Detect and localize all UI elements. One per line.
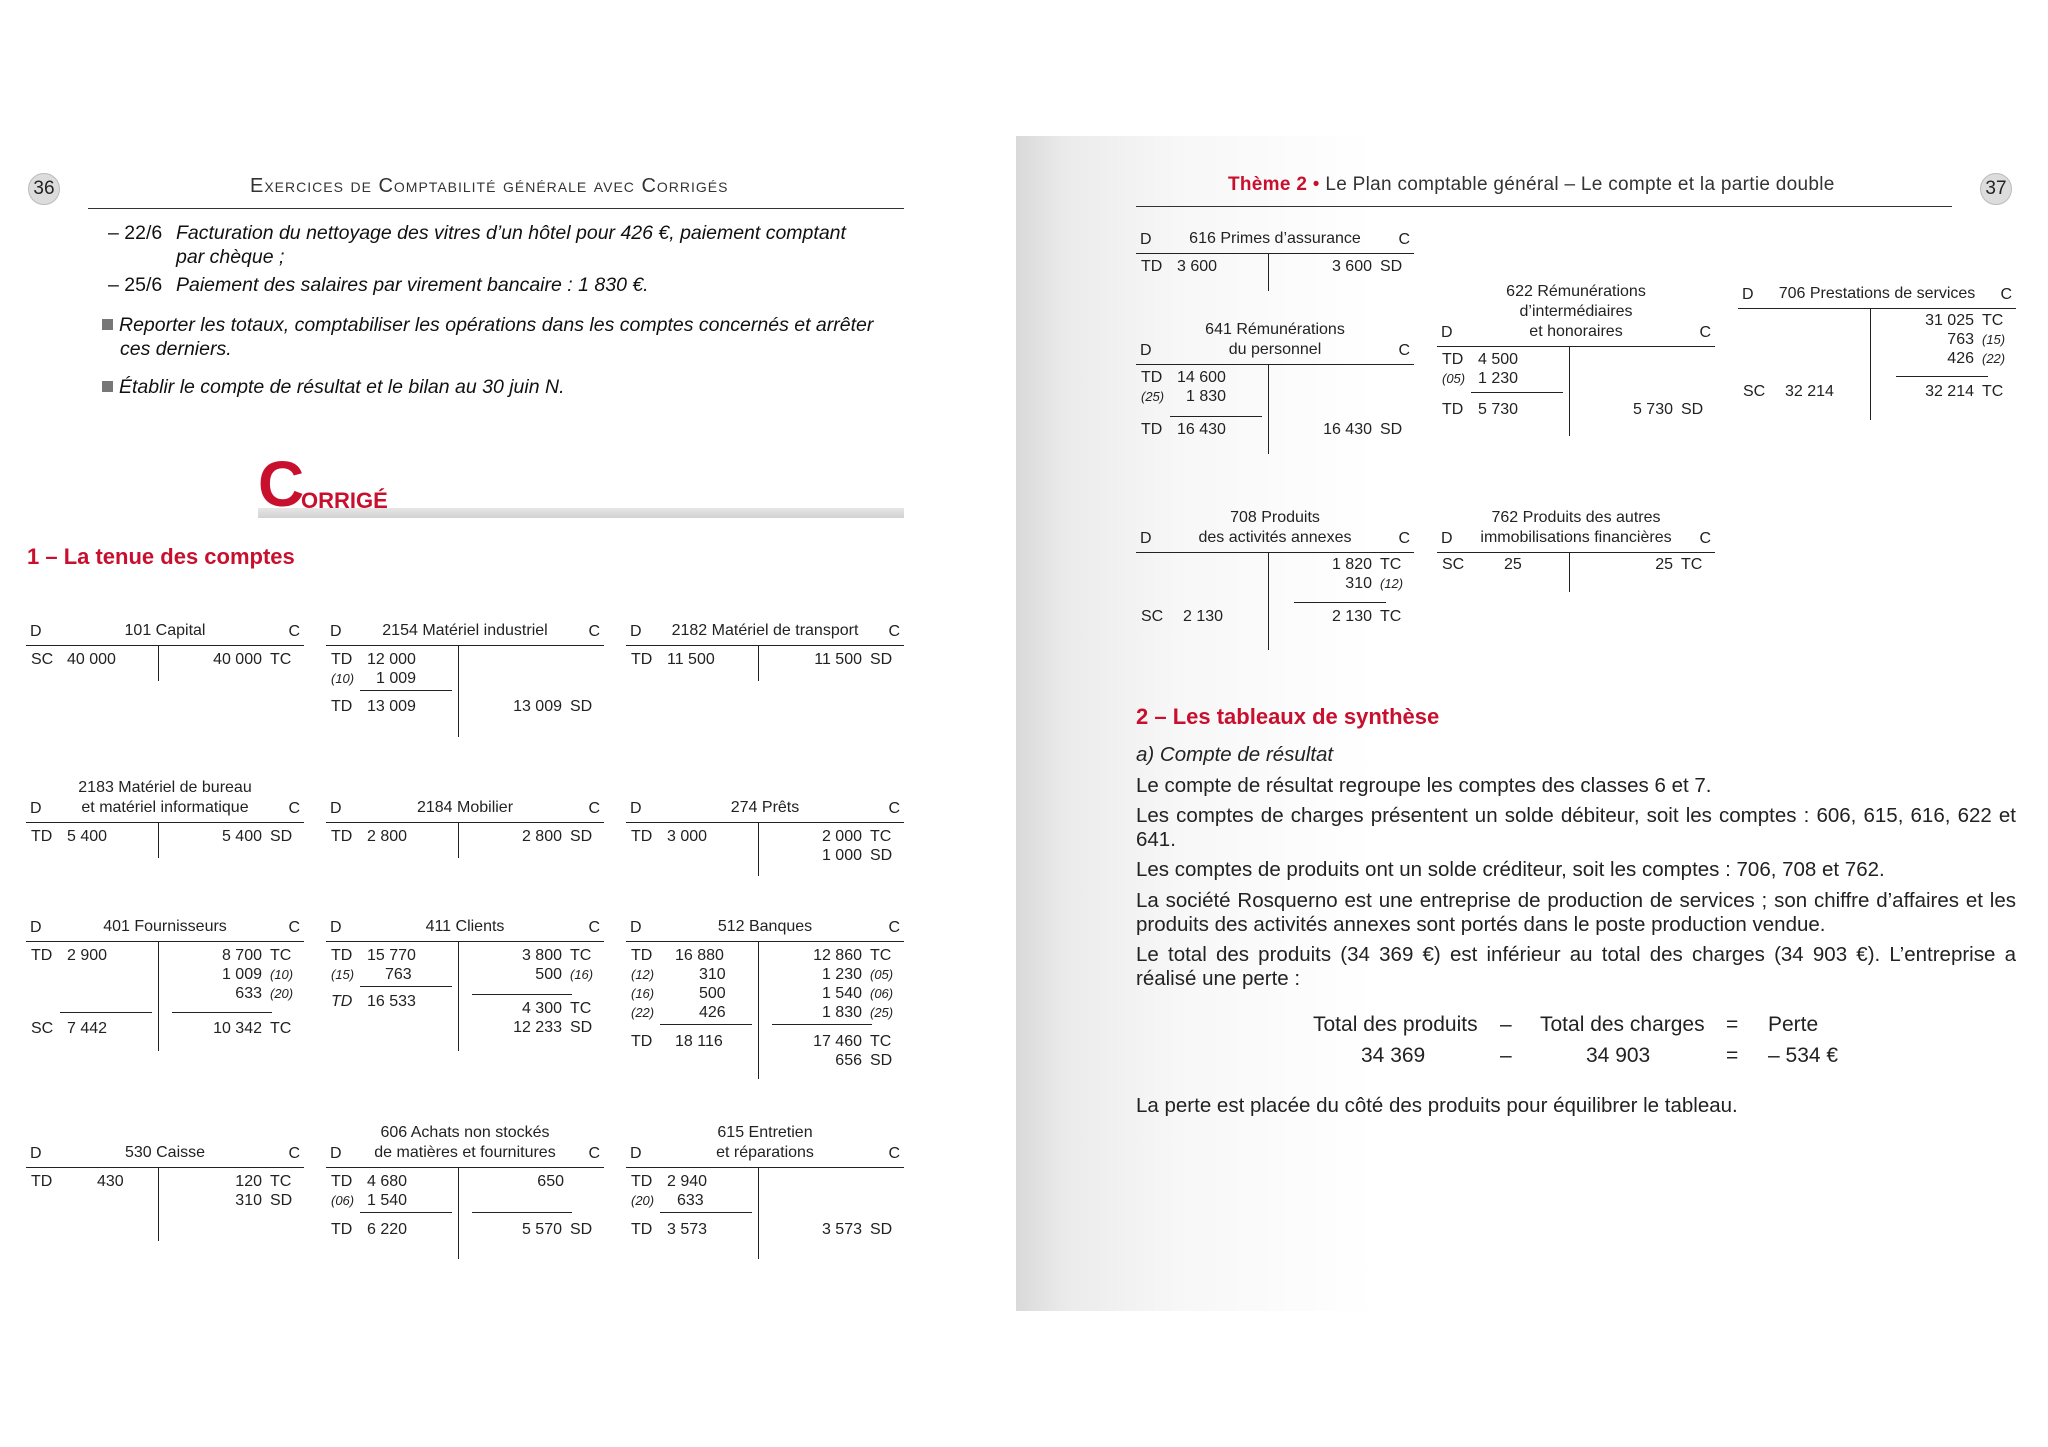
account-101-capital: 101 Capital D C SC 40 000 40 000 TC [26, 618, 304, 678]
account-615-entretien: 615 Entretien et réparations D C TD 2 940 (20) 633 TD 3 573 3 573 SD [626, 1121, 904, 1261]
corrige-rest: ORRIGÉ [301, 488, 388, 513]
account-641-remunerations-personnel: 641 Rémunérations du personnel D C TD 14 600 (25) 1 830 TD 16 430 16 430 SD [1136, 318, 1414, 458]
running-header-right: Thème 2 • Le Plan comptable général – Le compte et la partie double [1228, 174, 1835, 195]
closing-sentence: La perte est placée du côté des produits pour équilibrer le tableau. [1136, 1094, 1738, 1117]
account-274-prets: 274 Prêts D C TD 3 000 2 000 TC 1 000 SD [626, 795, 904, 875]
account-606-achats-non-stockes: 606 Achats non stockés de matières et fournitures D C TD 4 680 (06) 1 540 TD 6 220 650 5 570 SD [326, 1121, 604, 1261]
account-2183-materiel-bureau: 2183 Matériel de bureau et matériel informatique D C TD 5 400 5 400 SD [26, 776, 304, 856]
account-2154-materiel-industriel: 2154 Matériel industriel D C TD 12 000 (10) 1 009 TD 13 009 13 009 SD [326, 618, 604, 738]
account-762-produits-immobilisations-financieres: 762 Produits des autres immobilisations financières D C SC 25 25 TC [1437, 506, 1715, 596]
account-530-caisse: 530 Caisse D C TD 430 120 TC 310 SD [26, 1140, 304, 1240]
paragraph-5: Le total des produits (34 369 €) est inférieur au total des charges (34 903 €). L’entreprise a réalisé une perte : [1136, 943, 2016, 990]
task-22-6: – 22/6 Facturation du nettoyage des vitres d’un hôtel pour 426 €, paiement comptant [108, 222, 846, 244]
header-rule-left [88, 208, 904, 209]
account-706-prestations-services: 706 Prestations de services D C SC 32 214 31 025 TC 763 (15) 426 (22) 32 214 TC [1738, 282, 2016, 422]
bullet-icon [102, 319, 113, 330]
instruction-2: Établir le compte de résultat et le bilan au 30 juin N. [102, 376, 565, 399]
running-header-left: Exercices de Comptabilité générale avec Corrigés [250, 175, 729, 197]
account-2182-materiel-transport: 2182 Matériel de transport D C TD 11 500 11 500 SD [626, 618, 904, 678]
task-22-6-cont: par chèque ; [176, 246, 285, 268]
credit-entry: 40 000 TC [213, 651, 292, 668]
debit-entry: SC 40 000 [31, 651, 116, 668]
corrige-initial: C [258, 448, 305, 520]
account-616-primes-assurance: 616 Primes d’assurance D C TD 3 600 3 600 SD [1136, 226, 1414, 296]
instruction-1: Reporter les totaux, comptabiliser les opérations dans les comptes concernés et arrêter [102, 314, 873, 337]
section-title-tenue: 1 – La tenue des comptes [27, 544, 295, 569]
bullet-icon [102, 381, 113, 392]
page-number-left: 36 [28, 173, 60, 205]
account-708-produits-activites-annexes: 708 Produits des activités annexes D C SC 2 130 1 820 TC 310 (12) 2 130 TC [1136, 506, 1414, 646]
instruction-1-cont: ces derniers. [120, 338, 232, 360]
account-401-fournisseurs: 401 Fournisseurs D C TD 2 900 SC 7 442 8 700 TC 1 009 (10) 633 (20) 10 342 TC [26, 914, 304, 1054]
section-title-tableaux: 2 – Les tableaux de synthèse [1136, 704, 1440, 729]
task-25-6: – 25/6 Paiement des salaires par virement bancaire : 1 830 €. [108, 274, 649, 296]
header-rule-right [1136, 206, 1952, 207]
account-622-remunerations-intermediaires: 622 Rémunérations d’intermédiaires et honoraires D C TD 4 500 (05) 1 230 TD 5 730 5 730 SD [1437, 282, 1715, 442]
paragraph-2: Les comptes de charges présentent un solde débiteur, soit les comptes : 606, 615, 616, 622 et 641. [1136, 804, 2016, 851]
paragraph-4: La société Rosquerno est une entreprise de production de services ; son chiffre d’affaires et les produits des activités annexes sont portés dans le poste production vendue. [1136, 889, 2016, 936]
account-2184-mobilier: 2184 Mobilier D C TD 2 800 2 800 SD [326, 795, 604, 855]
page-number-right: 37 [1980, 173, 2012, 205]
account-512-banques: 512 Banques D C TD 16 880 (12) 310 (16) 500 (22) 426 TD 18 116 12 860 TC 1 230 (05) 1 540 (06) 1 830 (25) 17 460 TC 656 SD [626, 914, 904, 1084]
paragraph-1: Le compte de résultat regroupe les comptes des classes 6 et 7. [1136, 774, 1712, 797]
account-411-clients: 411 Clients D C TD 15 770 (15) 763 TD 16 533 3 800 TC 500 (16) 4 300 TC 12 233 SD [326, 914, 604, 1054]
subsection-compte-resultat: a) Compte de résultat [1136, 743, 1334, 766]
paragraph-3: Les comptes de produits ont un solde créditeur, soit les comptes : 706, 708 et 762. [1136, 858, 1885, 881]
